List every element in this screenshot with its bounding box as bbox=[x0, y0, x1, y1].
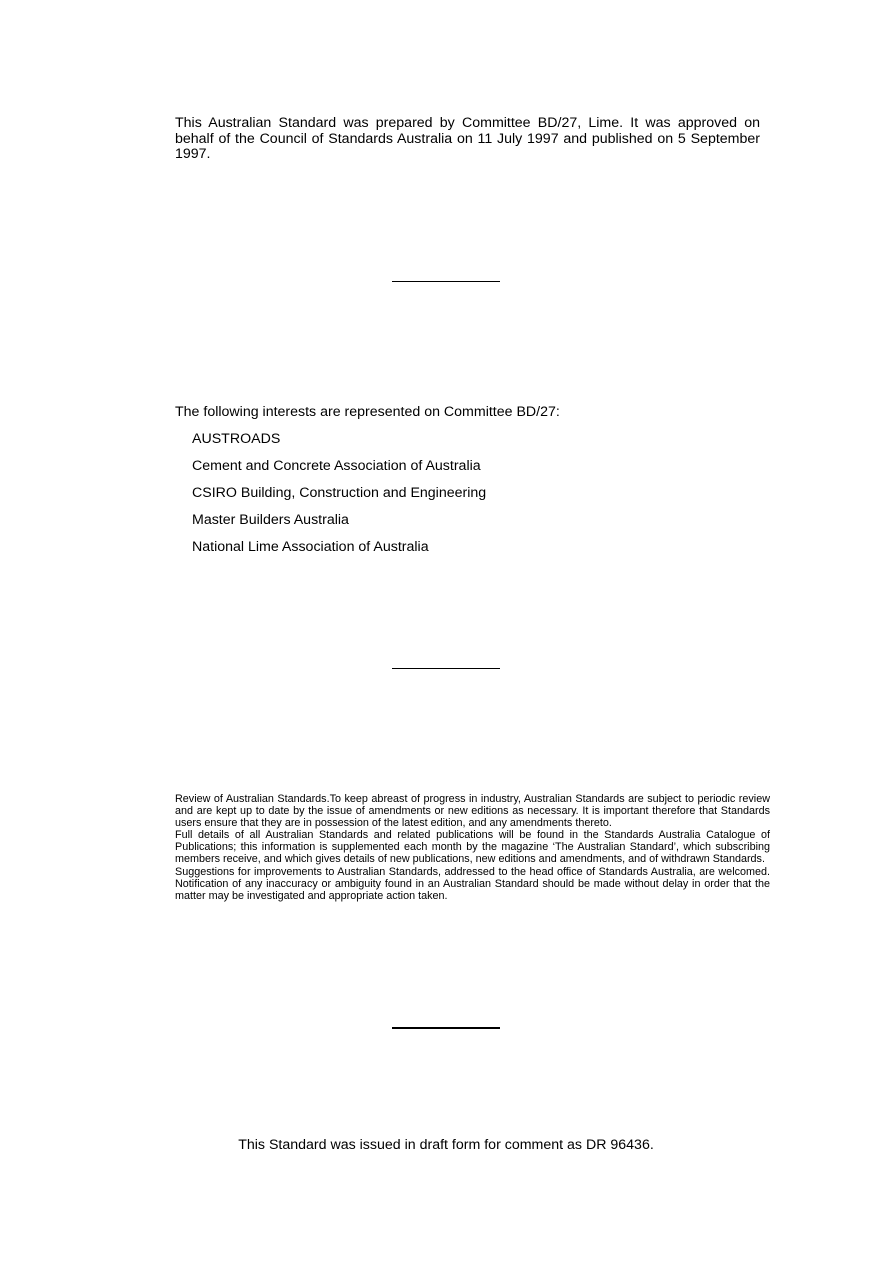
review-notes bbox=[175, 793, 770, 902]
list-item: Master Builders Australia bbox=[192, 512, 349, 528]
list-item: National Lime Association of Australia bbox=[192, 539, 429, 555]
section-divider bbox=[392, 281, 500, 282]
interests-intro: The following interests are represented on Committee BD/27: bbox=[175, 404, 560, 420]
draft-note: This Standard was issued in draft form for comment as DR 96436. bbox=[238, 1137, 654, 1153]
suggestions-paragraph: Suggestions for improvements to Australian Standards, addressed to the head office of Standards Australia, are welcomed. Notification of any inaccuracy or ambiguity found in an Australian Standard should be made without delay in order that the matter may be investigated and appropriate action taken. bbox=[175, 865, 770, 902]
list-item: CSIRO Building, Construction and Engineering bbox=[192, 485, 487, 501]
list-item: Cement and Concrete Association of Australia bbox=[192, 458, 481, 474]
approval-statement: This Australian Standard was prepared by Committee BD/27, Lime. It was approved on behalf of the Council of Standards Australia on 11 July 1997 and published on 5 September 1997. bbox=[175, 115, 760, 162]
catalogue-paragraph: Full details of all Australian Standards and related publications will be found in the Standards Australia Catalogue of Publications; this information is supplemented each month by the magazine ‘The Australian Standard’, which subscribing members receive, and which gives details of new publications, new editions and amendments, and of withdrawn Standards. bbox=[175, 829, 770, 866]
section-divider bbox=[392, 668, 500, 669]
review-paragraph: Review of Australian Standards.To keep abreast of progress in industry, Australian Standards are subject to periodic review and are kept up to date by the issue of amendments or new editions as necessary. It is important therefore that Standards users ensure that they are in possession of the latest edition, and any amendments thereto. bbox=[175, 793, 770, 830]
list-item: AUSTROADS bbox=[192, 431, 281, 447]
section-divider bbox=[392, 1027, 500, 1029]
interests-list bbox=[192, 430, 486, 565]
